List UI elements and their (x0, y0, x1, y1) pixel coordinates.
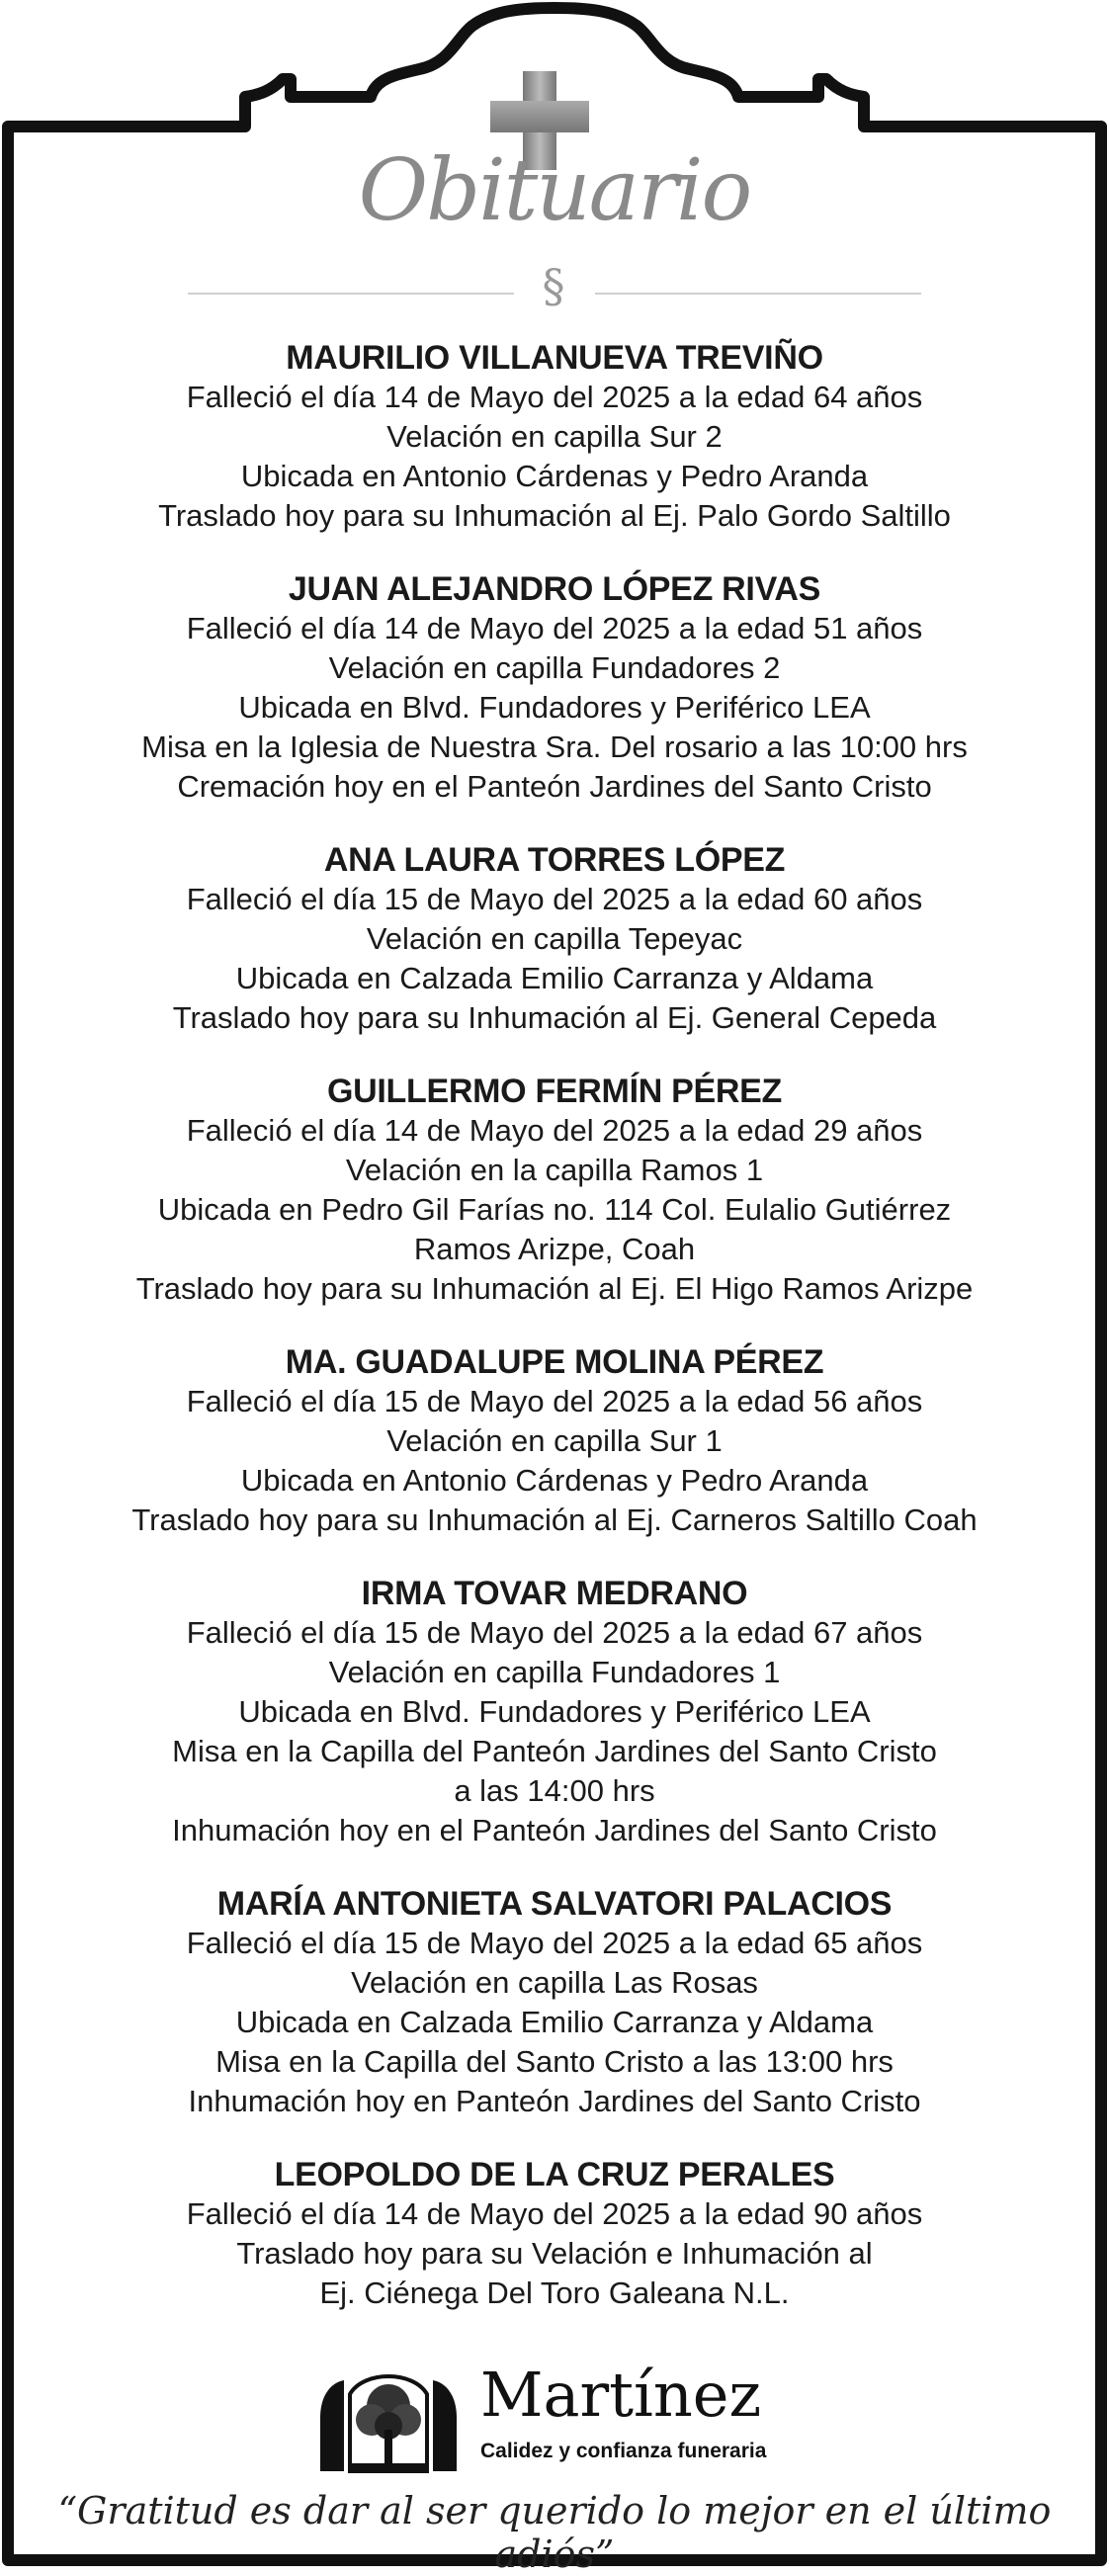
obituary-detail-line: a las 14:00 hrs (454, 1773, 655, 1808)
obituary-detail-line: Velación en la capilla Ramos 1 (345, 1153, 764, 1187)
brand-name: Martínez (480, 2359, 762, 2431)
obituary-detail-line: Inhumación hoy en Panteón Jardines del Santo Cristo (188, 2084, 921, 2118)
obituary-detail-line: Velación en capilla Sur 1 (386, 1423, 723, 1458)
obituary-detail-line: Ramos Arizpe, Coah (413, 1232, 696, 1266)
obituary-detail-line: Ubicada en Blvd. Fundadores y Periférico LEA (238, 690, 871, 725)
obituary-detail-line: Ubicada en Antonio Cárdenas y Pedro Aranda (240, 459, 869, 493)
obituary-entry (40, 1884, 1069, 2121)
obituary-detail-line: Velación en capilla Fundadores 1 (328, 1655, 781, 1689)
divider-left (188, 293, 514, 295)
obituary-detail-line: Falleció el día 14 de Mayo del 2025 a la edad 90 años (186, 2196, 923, 2231)
obituary-entry (40, 840, 1069, 1038)
divider-right (595, 293, 921, 295)
obituary-entry (40, 1072, 1069, 1309)
funeral-home-logo (314, 2359, 789, 2475)
obituary-detail-line: Traslado hoy para su Inhumación al Ej. General Cepeda (172, 1000, 937, 1035)
deceased-name: LEOPOLDO DE LA CRUZ PERALES (274, 2156, 835, 2193)
obituary-entry (40, 1342, 1069, 1540)
cross-icon-bar (490, 101, 589, 132)
obituary-detail-line: Velación en capilla Sur 2 (386, 419, 723, 454)
swirl-ornament-icon: § (542, 259, 565, 312)
obituary-detail-line: Falleció el día 15 de Mayo del 2025 a la edad 65 años (186, 1926, 923, 1960)
chapel-tree-logo-icon (314, 2364, 463, 2473)
brand-tagline: Calidez y confianza funeraria (480, 2440, 767, 2462)
obituary-detail-line: Misa en la Capilla del Santo Cristo a las 13:00 hrs (215, 2044, 894, 2079)
deceased-name: MARÍA ANTONIETA SALVATORI PALACIOS (216, 1885, 893, 1923)
deceased-name: MA. GUADALUPE MOLINA PÉREZ (285, 1343, 824, 1381)
deceased-name: ANA LAURA TORRES LÓPEZ (323, 841, 786, 879)
obituary-detail-line: Ubicada en Antonio Cárdenas y Pedro Aranda (240, 1463, 869, 1498)
obituary-detail-line: Ubicada en Pedro Gil Farías no. 114 Col. Eulalio Gutiérrez (157, 1192, 952, 1227)
obituary-detail-line: Ubicada en Calzada Emilio Carranza y Aldama (235, 2005, 874, 2039)
obituary-detail-line: Traslado hoy para su Inhumación al Ej. Palo Gordo Saltillo (158, 498, 951, 533)
obituary-detail-line: Traslado hoy para su Inhumación al Ej. El Higo Ramos Arizpe (135, 1271, 974, 1306)
obituary-detail-line: Cremación hoy en el Panteón Jardines del Santo Cristo (177, 769, 932, 804)
obituary-detail-line: Misa en la Iglesia de Nuestra Sra. Del rosario a las 10:00 hrs (141, 730, 968, 764)
obituary-entry (40, 569, 1069, 807)
obituary-detail-line: Traslado hoy para su Velación e Inhumación al (236, 2236, 873, 2271)
obituary-detail-line: Ubicada en Calzada Emilio Carranza y Aldama (235, 961, 874, 995)
obituary-detail-line: Velación en capilla Tepeyac (366, 921, 743, 956)
deceased-name: IRMA TOVAR MEDRANO (361, 1575, 748, 1612)
obituary-entry (40, 1574, 1069, 1850)
obituary-detail-line: Falleció el día 14 de Mayo del 2025 a la edad 51 años (186, 611, 923, 645)
obituary-detail-line: Falleció el día 14 de Mayo del 2025 a la edad 64 años (186, 380, 923, 414)
obituary-detail-line: Velación en capilla Las Rosas (351, 1965, 758, 2000)
obituary-detail-line: Falleció el día 15 de Mayo del 2025 a la edad 60 años (186, 882, 923, 916)
obituary-detail-line: Traslado hoy para su Inhumación al Ej. Carneros Saltillo Coah (131, 1503, 978, 1537)
obituary-entry (40, 2155, 1069, 2313)
page-title: Obituario (358, 141, 751, 240)
obituary-detail-line: Falleció el día 14 de Mayo del 2025 a la edad 29 años (186, 1113, 923, 1148)
obituary-detail-line: Falleció el día 15 de Mayo del 2025 a la edad 67 años (186, 1615, 923, 1650)
obituary-detail-line: Velación en capilla Fundadores 2 (328, 650, 781, 685)
obituary-detail-line: Falleció el día 15 de Mayo del 2025 a la edad 56 años (186, 1384, 923, 1418)
deceased-name: GUILLERMO FERMÍN PÉREZ (327, 1073, 782, 1110)
deceased-name: JUAN ALEJANDRO LÓPEZ RIVAS (288, 570, 821, 608)
obituary-detail-line: Inhumación hoy en el Panteón Jardines del Santo Cristo (172, 1813, 937, 1847)
obituary-detail-line: Ej. Ciénega Del Toro Galeana N.L. (319, 2275, 790, 2310)
slogan: “Gratitud es dar al ser querido lo mejor en el último adiós” (57, 2489, 1052, 2576)
obituary-entry (40, 338, 1069, 536)
obituary-detail-line: Ubicada en Blvd. Fundadores y Periférico LEA (238, 1694, 871, 1729)
obituary-list (40, 338, 1069, 2347)
deceased-name: MAURILIO VILLANUEVA TREVIÑO (286, 339, 823, 377)
obituary-detail-line: Misa en la Capilla del Panteón Jardines del Santo Cristo (172, 1734, 937, 1768)
